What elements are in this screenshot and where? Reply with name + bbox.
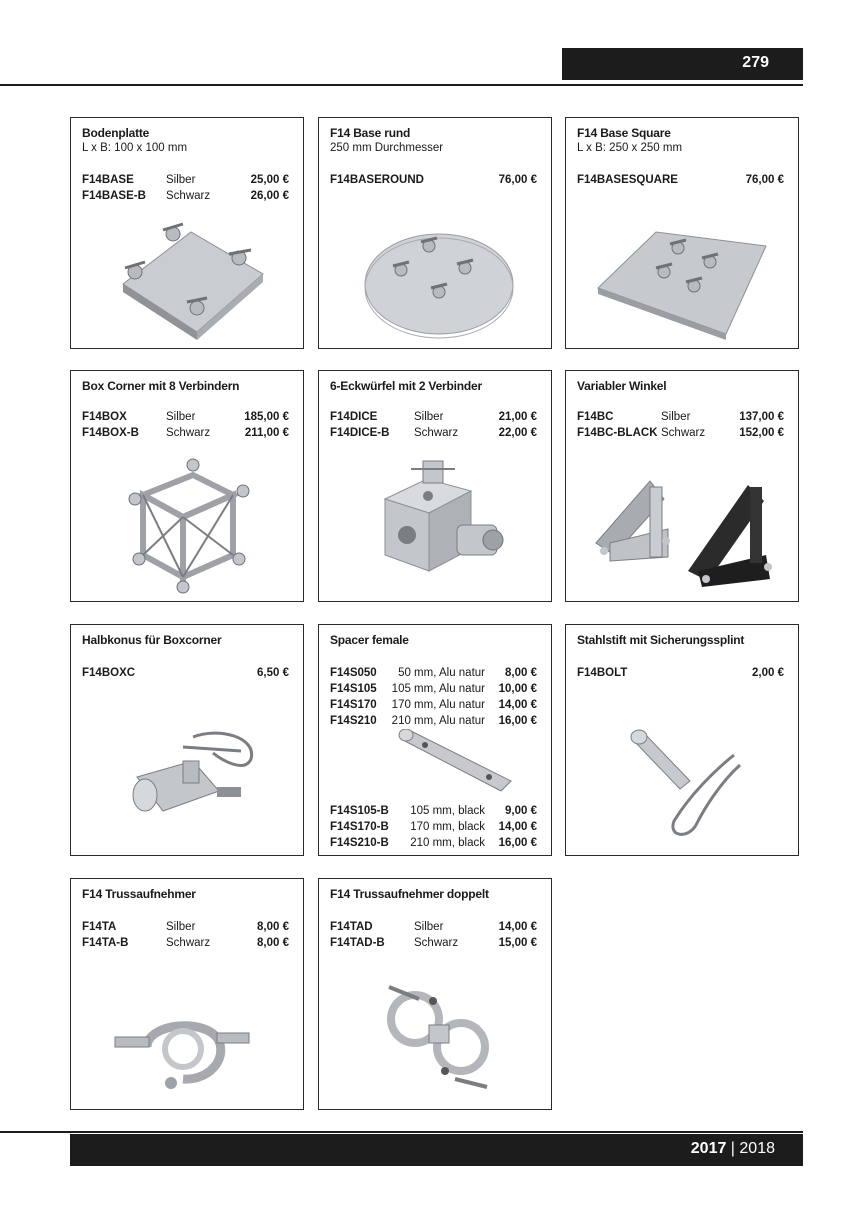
product-card-variabler-winkel [565, 370, 799, 602]
card-title: Stahlstift mit Sicherungssplint [577, 633, 745, 647]
page-number-bar [562, 48, 803, 80]
price-row [330, 667, 537, 683]
price: 76,00 € [498, 174, 537, 186]
price: 211,00 € [244, 427, 289, 439]
article-code: F14S210 [330, 715, 377, 727]
article-code: F14DICE [330, 411, 378, 423]
article-code: F14BOX [82, 411, 127, 423]
price: 76,00 € [745, 174, 784, 186]
card-title: Halbkonus für Boxcorner [82, 633, 222, 647]
variant: Silber [414, 411, 444, 423]
description: 170 mm, black [410, 821, 485, 833]
product-card-trussaufnehmer-doppelt [318, 878, 552, 1110]
price: 16,00 € [498, 837, 537, 849]
footer-bar [70, 1134, 803, 1166]
price: 2,00 € [752, 667, 784, 679]
product-card-base-square [565, 117, 799, 349]
article-code: F14S105-B [330, 805, 389, 817]
price: 22,00 € [498, 427, 537, 439]
half-cone-image [123, 717, 273, 837]
price: 14,00 € [498, 921, 537, 933]
price-row [577, 411, 784, 427]
price-row [330, 174, 537, 190]
truss-clamp-image [107, 1007, 257, 1097]
product-card-dice [318, 370, 552, 602]
variant: Silber [414, 921, 444, 933]
article-code: F14S105 [330, 683, 377, 695]
card-title: Variabler Winkel [577, 379, 667, 393]
square-base-image [594, 214, 774, 342]
box-corner-image [123, 455, 253, 595]
variant: Silber [166, 411, 196, 423]
card-title: Bodenplatte [82, 126, 150, 140]
article-code: F14S050 [330, 667, 377, 679]
variant: Schwarz [414, 937, 459, 949]
product-card-bodenplatte [70, 117, 304, 349]
description: 210 mm, Alu natur [391, 715, 485, 727]
product-card-stahlstift [565, 624, 799, 856]
year-next: 2018 [739, 1140, 775, 1157]
article-code: F14BOLT [577, 667, 628, 679]
card-title: F14 Base rund [330, 126, 411, 140]
card-subtitle: 250 mm Durchmesser [330, 142, 444, 154]
base-plate-image [111, 214, 271, 344]
card-subtitle: L x B: 100 x 100 mm [82, 142, 188, 154]
price: 6,50 € [257, 667, 289, 679]
price-row [577, 667, 784, 683]
article-code: F14BASE-B [82, 190, 146, 202]
steel-pin-image [630, 725, 750, 845]
card-subtitle: L x B: 250 x 250 mm [577, 142, 683, 154]
description: 50 mm, Alu natur [398, 667, 485, 679]
product-card-halbkonus [70, 624, 304, 856]
dice-image [371, 459, 511, 589]
price-row [330, 921, 537, 937]
price: 14,00 € [498, 699, 537, 711]
price: 15,00 € [498, 937, 537, 949]
variant: Schwarz [166, 937, 211, 949]
description: 105 mm, Alu natur [391, 683, 485, 695]
price-row [82, 921, 289, 937]
price: 8,00 € [257, 937, 289, 949]
price: 9,00 € [505, 805, 537, 817]
card-title: F14 Trussaufnehmer doppelt [330, 887, 489, 901]
price-row [330, 937, 537, 953]
price-row [82, 411, 289, 427]
price-row [330, 411, 537, 427]
price-row [577, 427, 784, 443]
price-row [577, 174, 784, 190]
variant: Silber [166, 174, 196, 186]
product-card-base-rund [318, 117, 552, 349]
price: 185,00 € [244, 411, 289, 423]
article-code: F14BASEROUND [330, 174, 424, 186]
variant: Schwarz [661, 427, 706, 439]
article-code: F14BASE [82, 174, 134, 186]
description: 105 mm, black [410, 805, 485, 817]
card-title: 6-Eckwürfel mit 2 Verbinder [330, 379, 482, 393]
article-code: F14DICE-B [330, 427, 390, 439]
article-code: F14BC [577, 411, 614, 423]
price: 16,00 € [498, 715, 537, 727]
article-code: F14S170-B [330, 821, 389, 833]
variant: Silber [661, 411, 691, 423]
catalog-year [691, 1140, 775, 1158]
price-row [330, 805, 537, 821]
price: 152,00 € [739, 427, 784, 439]
year-separator: | [726, 1140, 740, 1157]
price: 14,00 € [498, 821, 537, 833]
variant: Schwarz [166, 190, 211, 202]
price: 8,00 € [257, 921, 289, 933]
product-card-spacer-female [318, 624, 552, 856]
variant: Schwarz [414, 427, 459, 439]
price-row [330, 427, 537, 443]
price: 21,00 € [498, 411, 537, 423]
variant: Silber [166, 921, 196, 933]
price-row [82, 174, 289, 190]
article-code: F14BC-BLACK [577, 427, 658, 439]
article-code: F14TAD [330, 921, 373, 933]
product-card-box-corner [70, 370, 304, 602]
year-current: 2017 [690, 1140, 727, 1157]
product-card-trussaufnehmer [70, 878, 304, 1110]
card-title: Spacer female [330, 633, 409, 647]
price: 10,00 € [498, 683, 537, 695]
card-title: F14 Trussaufnehmer [82, 887, 196, 901]
price-row [330, 699, 537, 715]
article-code: F14BOX-B [82, 427, 139, 439]
price-row [82, 667, 289, 683]
article-code: F14TA-B [82, 937, 129, 949]
price-row [82, 427, 289, 443]
price: 26,00 € [250, 190, 289, 202]
article-code: F14S210-B [330, 837, 389, 849]
price-row [330, 683, 537, 699]
variant: Schwarz [166, 427, 211, 439]
price-row [330, 837, 537, 853]
price: 137,00 € [739, 411, 784, 423]
card-title: F14 Base Square [577, 126, 671, 140]
angle-bracket-image [580, 471, 788, 595]
header-rule [0, 84, 803, 86]
article-code: F14BOXC [82, 667, 136, 679]
double-clamp-image [375, 975, 505, 1101]
spacer-image [395, 729, 515, 799]
description: 170 mm, Alu natur [391, 699, 485, 711]
article-code: F14BASESQUARE [577, 174, 678, 186]
card-title: Box Corner mit 8 Verbindern [82, 379, 240, 393]
price: 25,00 € [250, 174, 289, 186]
price-row [82, 937, 289, 953]
price-row [330, 821, 537, 837]
description: 210 mm, black [410, 837, 485, 849]
footer-rule [0, 1131, 803, 1133]
price-row [82, 190, 289, 206]
article-code: F14TAD-B [330, 937, 385, 949]
article-code: F14TA [82, 921, 117, 933]
page-number: 279 [742, 54, 769, 71]
price: 8,00 € [505, 667, 537, 679]
article-code: F14S170 [330, 699, 377, 711]
round-base-image [359, 226, 519, 342]
